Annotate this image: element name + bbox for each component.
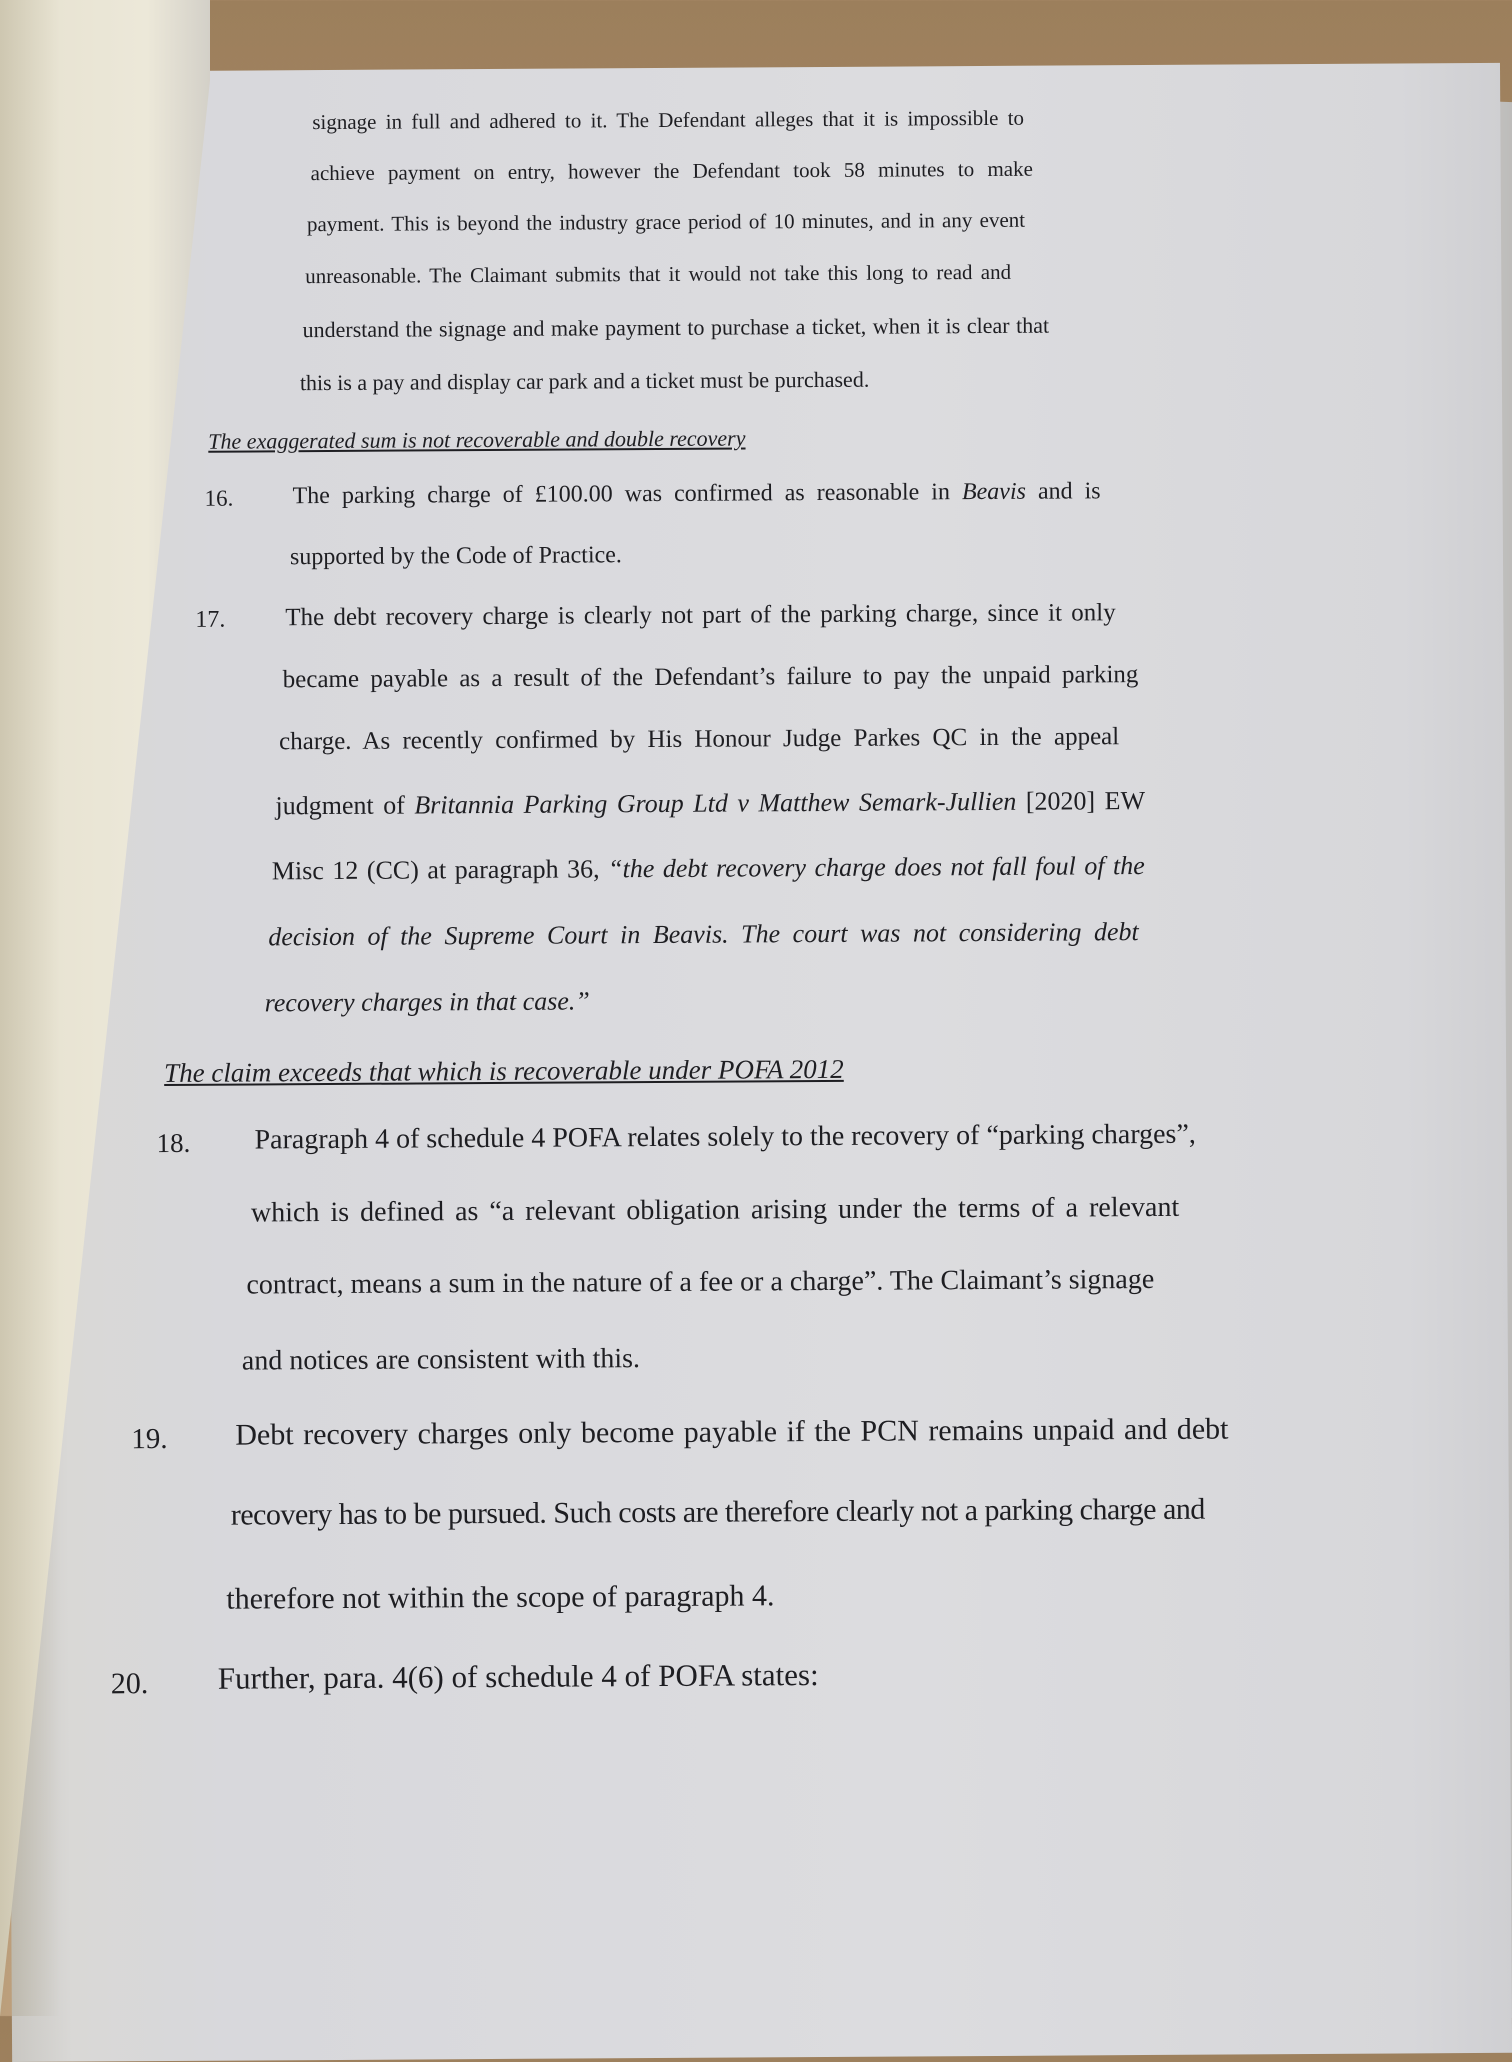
case-name-beavis: Beavis: [961, 478, 1027, 506]
para-19-number: 19.: [131, 1423, 168, 1456]
para-17-line-5: [272, 851, 1145, 886]
intro-line-3: payment. This is beyond the industry grace period of 10 minutes, and in any event: [306, 207, 1026, 237]
para-19-line-1: Debt recovery charges only become payable if the PCN remains unpaid and debt: [235, 1412, 1229, 1452]
para-20-number: 20.: [110, 1667, 149, 1701]
document-page: [0, 63, 1512, 2062]
para-17-line-4: [275, 786, 1145, 821]
para-17-citation: [2020] EW: [1016, 786, 1146, 816]
para-17-line-1: The debt recovery charge is clearly not part of the parking charge, since it only: [285, 599, 1116, 632]
intro-line-2: achieve payment on entry, however the Defendant took 58 minutes to make: [310, 156, 1033, 186]
intro-line-1: signage in full and adhered to it. The Defendant alleges that it is impossible to: [312, 105, 1025, 135]
case-name-britannia: Britannia Parking Group Ltd v Matthew Semark-Jullien: [414, 786, 1017, 820]
para-17-line-6: [268, 917, 1139, 952]
intro-line-6: this is a pay and display car park and a ticket must be purchased.: [299, 366, 870, 396]
para-17-number: 17.: [195, 606, 226, 633]
section-heading-pofa: The claim exceeds that which is recoverable under POFA 2012: [164, 1053, 844, 1089]
para-17-citation-cont: Misc 12 (CC) at paragraph 36,: [271, 854, 609, 886]
para-17-line-7: [265, 986, 590, 1018]
para-18-line-1: Paragraph 4 of schedule 4 POFA relates solely to the recovery of “parking charges”,: [254, 1118, 1196, 1156]
binder-shadow: [0, 0, 60, 2016]
para-17-line-3: charge. As recently confirmed by His Honour Judge Parkes QC in the appeal: [279, 723, 1120, 756]
para-16-text: The parking charge of £100.00 was confirmed as reasonable in: [292, 479, 963, 510]
quote-start: “the debt recovery charge does not fall foul of the: [607, 851, 1145, 884]
para-18-line-3: contract, means a sum in the nature of a fee or a charge”. The Claimant’s signage: [246, 1263, 1155, 1301]
para-17-line-2: became payable as a result of the Defendant’s failure to pay the unpaid parking: [282, 661, 1139, 694]
quote-end: recovery charges in that case.”: [264, 986, 590, 1018]
para-18-line-4: and notices are consistent with this.: [241, 1343, 641, 1377]
para-18-number: 18.: [156, 1127, 191, 1159]
para-17-text: judgment of: [275, 790, 415, 821]
para-19-line-3: therefore not within the scope of paragraph 4.: [226, 1579, 775, 1616]
para-19-line-2: recovery has to be pursued. Such costs are therefore clearly not a parking charge and: [230, 1492, 1205, 1532]
para-18-line-2: which is defined as “a relevant obligation arising under the terms of a relevant: [250, 1191, 1180, 1229]
para-16-line-2: supported by the Code of Practice.: [289, 542, 622, 571]
intro-line-5: understand the signage and make payment to purchase a ticket, when it is clear that: [302, 312, 1050, 343]
para-20-line-1: Further, para. 4(6) of schedule 4 of POFA states:: [217, 1657, 819, 1696]
intro-line-4: unreasonable. The Claimant submits that it would not take this long to read and: [305, 259, 1012, 289]
para-16-number: 16.: [204, 485, 234, 511]
quote-middle: decision of the Supreme Court in Beavis. The court was not considering debt: [268, 917, 1139, 952]
para-16-line-1: [293, 478, 1101, 510]
para-16-text-end: and is: [1025, 478, 1101, 505]
section-heading-double-recovery: The exaggerated sum is not recoverable and double recovery: [208, 425, 746, 454]
